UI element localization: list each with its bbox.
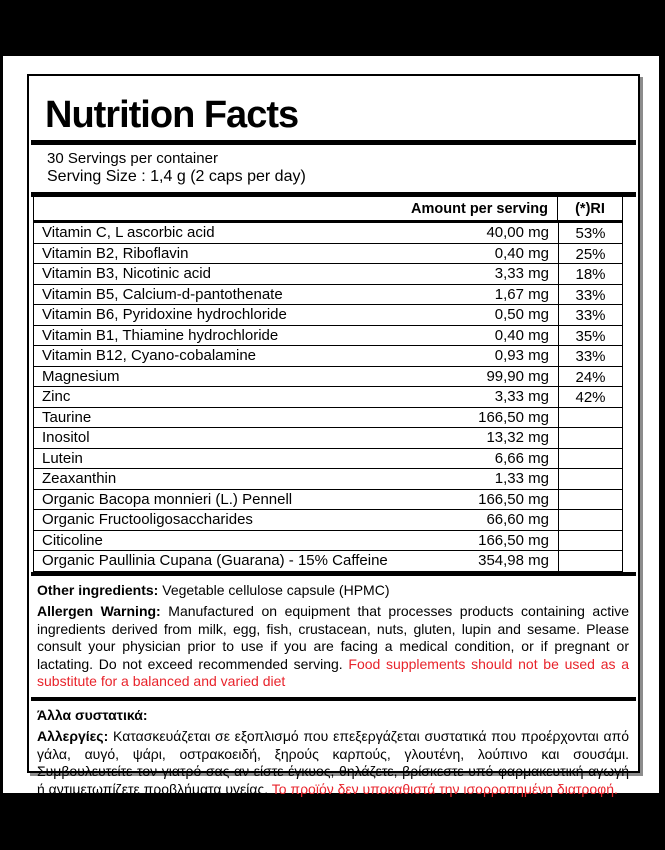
row-ri: 33% [558,285,622,305]
serving-size: Serving Size : 1,4 g (2 caps per day) [47,168,306,185]
row-amount: 99,90 mg [486,367,549,385]
greek-allergies-label: Αλλεργίες: [37,728,109,745]
row-amount: 0,93 mg [494,347,549,365]
row-amount: 3,33 mg [494,265,549,283]
row-ri: 53% [558,223,622,243]
row-name: Vitamin B3, Nicotinic acid [42,265,211,283]
table-rows [34,223,622,572]
row-name: Vitamin B1, Thiamine hydrochloride [42,326,279,344]
row-amount: 66,60 mg [486,511,549,529]
row-ri: 18% [558,264,622,284]
table-row [34,244,622,265]
table-row [34,387,622,408]
table-row [34,531,622,552]
allergen-warning-text: Manufactured on equipment that processes products containing active ingredients derived from milk, egg, fish, crustacean, nuts, gluten, lupin and sesame. Please consult your physician prior to use if you are facing a medical condition, or if pregnant or lactating. Do not exceed recommended serving. [37,603,629,672]
nutrient-table [33,197,623,572]
row-ri: 33% [558,346,622,366]
row-name: Organic Paullinia Cupana (Guarana) - 15% Caffeine [42,552,388,570]
row-ri: 24% [558,367,622,387]
row-name: Organic Bacopa monnieri (L.) Pennell [42,490,293,508]
row-name: Inositol [42,429,90,447]
other-ingredients-value: Vegetable cellulose capsule (HPMC) [162,581,390,598]
row-name: Citicoline [42,531,103,549]
servings-per-container: 30 Servings per container [47,150,218,167]
table-row [34,551,622,572]
divider-thick-top [31,140,636,145]
allergen-warning-paragraph [37,603,629,691]
row-amount: 166,50 mg [478,490,549,508]
table-row [34,449,622,470]
row-ri: 25% [558,244,622,264]
row-ri [558,449,622,469]
row-name: Vitamin C, L ascorbic acid [42,224,215,242]
greek-allergies-red-text: Το προϊόν δεν υποκαθιστά την ισορροπημένη διατροφή. [271,780,618,797]
label-title: Nutrition Facts [45,94,299,136]
row-amount: 40,00 mg [486,224,549,242]
row-name: Lutein [42,449,83,467]
row-amount: 166,50 mg [478,531,549,549]
header-ri: (*)RI [557,197,622,220]
table-header-row [34,197,622,223]
row-name: Taurine [42,408,92,426]
row-amount: 3,33 mg [494,388,549,406]
table-row [34,326,622,347]
row-ri: 35% [558,326,622,346]
label-sheet [3,56,659,797]
row-ri [558,490,622,510]
greek-allergies-text: Κατασκευάζεται σε εξοπλισμό που επεξεργάζεται συστατικά που προέρχονται από γάλα, αυγό, ψάρι, οστρακοειδή, ξηρούς καρπούς, γλουτένη, λούπινο και σουσάμι. Συμβουλευτείτε τον γιατρό σας αν είστε έγκυος, θηλάζετε, βρίσκεστε υπό φαρμακευτική αγωγή ή αντιμετωπίζετε προβλήματα υγείας. [37,728,630,797]
table-row [34,490,622,511]
table-row [34,305,622,326]
row-amount: 1,67 mg [494,285,549,303]
row-name: Zeaxanthin [42,470,117,488]
row-amount: 13,32 mg [486,429,549,447]
greek-other-ingredients-heading: Άλλα συστατικά: [37,707,148,724]
row-name: Magnesium [42,367,120,385]
row-amount: 166,50 mg [478,408,549,426]
row-ri: 33% [558,305,622,325]
row-ri [558,408,622,428]
row-name: Vitamin B5, Calcium-d-pantothenate [42,285,283,303]
table-row [34,346,622,367]
table-row [34,367,622,388]
header-amount-per-serving: Amount per serving [411,200,548,217]
divider-thick-table-bottom [31,572,636,576]
row-name: Vitamin B12, Cyano-cobalamine [42,347,257,365]
row-name: Zinc [42,388,71,406]
row-amount: 354,98 mg [478,552,549,570]
table-row [34,285,622,306]
greek-allergies-paragraph [37,728,629,798]
divider-thick-greek-section [31,697,636,701]
row-amount: 1,33 mg [494,470,549,488]
row-amount: 6,66 mg [494,449,549,467]
table-row [34,264,622,285]
row-ri [558,551,622,571]
row-ri [558,531,622,551]
other-ingredients-line [37,582,629,600]
row-name: Vitamin B6, Pyridoxine hydrochloride [42,306,287,324]
row-ri [558,428,622,448]
table-row [34,408,622,429]
row-ri: 42% [558,387,622,407]
table-row [34,469,622,490]
row-amount: 0,40 mg [494,244,549,262]
row-amount: 0,40 mg [494,326,549,344]
table-row [34,428,622,449]
row-name: Organic Fructooligosaccharides [42,511,253,529]
allergen-warning-label: Allergen Warning: [37,603,161,620]
table-row [34,510,622,531]
row-name: Vitamin B2, Riboflavin [42,244,189,262]
nutrition-facts-label [27,74,640,797]
table-row [34,223,622,244]
row-ri [558,469,622,489]
row-amount: 0,50 mg [494,306,549,324]
allergen-warning-red-text: Food supplements should not be used as a substitute for a balanced and varied diet [37,655,629,690]
row-ri [558,510,622,530]
other-ingredients-label: Other ingredients: [37,581,159,598]
